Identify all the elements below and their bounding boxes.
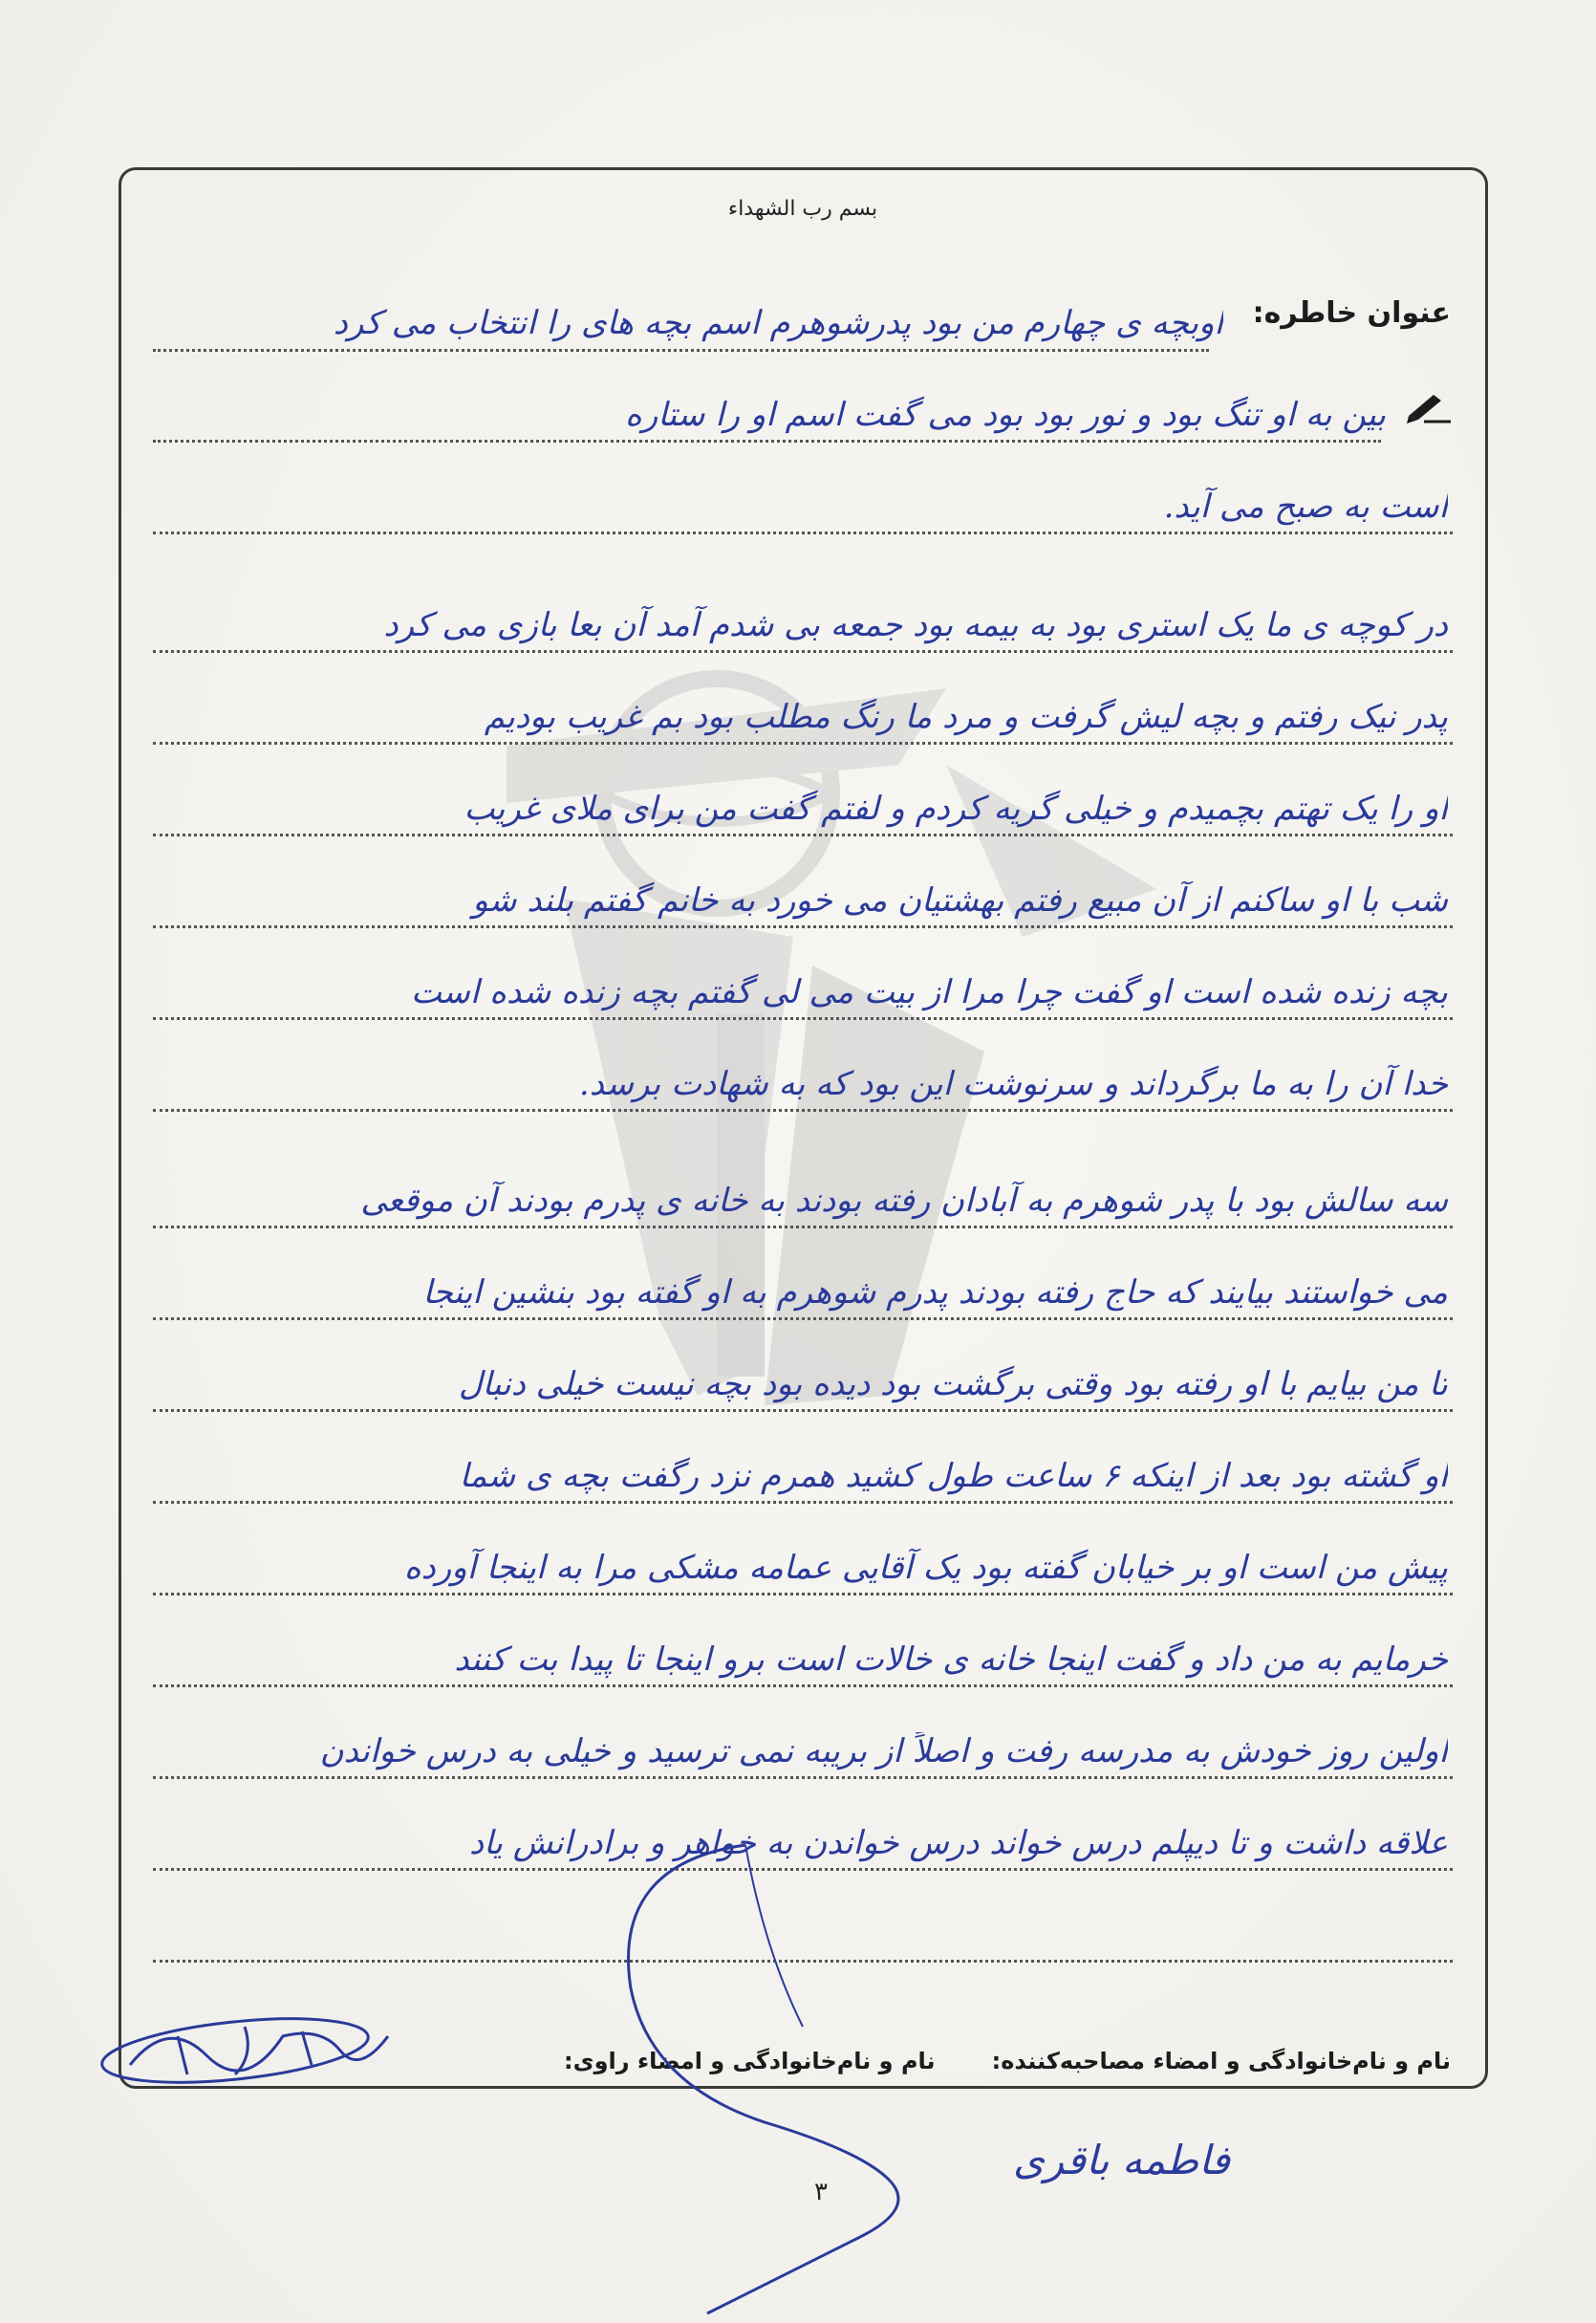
ruled-line [153,925,1453,928]
handwritten-line: پیش من است او بر خیابان گفته بود یک آقایی عمامه مشکی مرا به اینجا آورده [403,1549,1448,1587]
handwritten-line: تا من بیایم با او رفته بود وقتی برگشت بود دیده بود بچه نیست خیلی دنبال [458,1365,1448,1403]
handwritten-line: است به صبح می آید. [1163,488,1448,526]
handwritten-line: پدر نیک رفتم و بچه لیش گرفت و مرد ما رنگ مطلب بود بم غریب بودیم [484,698,1448,736]
ruled-line [153,1317,1453,1320]
handwritten-line: علاقه داشت و تا دیپلم درس خواند درس خواندن به خواهر و برادرانش یاد [468,1824,1448,1862]
ruled-line [153,1109,1453,1112]
ruled-line [153,1226,1453,1228]
ruled-line [153,1593,1453,1596]
handwritten-line: در کوچه ی ما یک استری بود به بیمه بود جمعه بی شدم آمد آن بعا بازی می کرد [383,606,1448,644]
handwritten-line: می خواستند بیایند که حاج رفته بودند پدرم شوهرم به او گفته بود بنشین اینجا [422,1273,1448,1312]
ruled-line [153,1017,1453,1020]
ruled-line [153,742,1453,745]
ruled-line [153,349,1209,352]
handwritten-line: اولین روز خودش به مدرسه رفت و اصلاً از بریبه نمی ترسید و خیلی به درس خواندن [319,1732,1448,1770]
ruled-line [153,1776,1453,1779]
handwritten-line: او گشته بود بعد از اینکه ۶ ساعت طول کشید همرم نزد رگفت بچه ی شما [459,1457,1448,1495]
ruled-line [153,1501,1453,1504]
handwritten-line: بین به او تنگ بود و نور بود بود می گفت اسم او را ستاره [625,396,1386,434]
pen-icon [1405,387,1453,425]
interviewer-signature-name: فاطمه باقری [1013,2137,1231,2183]
ruled-line [153,1409,1453,1412]
handwritten-line: خدا آن را به ما برگرداند و سرنوشت این بود که به شهادت برسد. [578,1065,1448,1103]
ruled-line [153,650,1453,653]
ruled-line [153,440,1381,443]
handwritten-line: او را یک تهتم بچمیدم و خیلی گریه کردم و لفتم گفت من برای ملای غریب [464,790,1448,828]
narrator-signature [92,1998,407,2103]
page-heading: بسم رب الشهداء [727,197,878,221]
ruled-line [153,532,1453,534]
ruled-line [153,1684,1453,1687]
ruled-line [153,834,1453,836]
handwritten-line: خرمایم به من داد و گفت اینجا خانه ی خالات است برو اینجا تا پیدا بت کنند [454,1640,1448,1679]
handwritten-line: اوبچه ی چهارم من بود پدرشوهرم اسم بچه های را انتخاب می کرد [333,304,1223,342]
memory-title-label: عنوان خاطره: [1252,296,1451,330]
handwritten-line: شب با او ساکنم از آن مبیع رفتم بهشتیان می خورد به خانم گفتم بلند شو [472,881,1448,920]
handwritten-line: سه سالش بود با پدر شوهرم به آبادان رفته بودند به خانه ی پدرم بودند آن موقعی [360,1182,1448,1220]
narrator-signature-label: نام و نام‌خانوادگی و امضاء راوی: [564,2048,936,2074]
page-number: ۳ [814,2178,828,2206]
interviewer-signature-label: نام و نام‌خانوادگی و امضاء مصاحبه‌کننده: [991,2048,1451,2074]
interviewer-signature [573,1835,994,2323]
form-frame [119,167,1488,2089]
handwritten-line: بچه زنده شده است او گفت چرا مرا از بیت می لی گفتم بچه زنده شده است [411,973,1448,1011]
